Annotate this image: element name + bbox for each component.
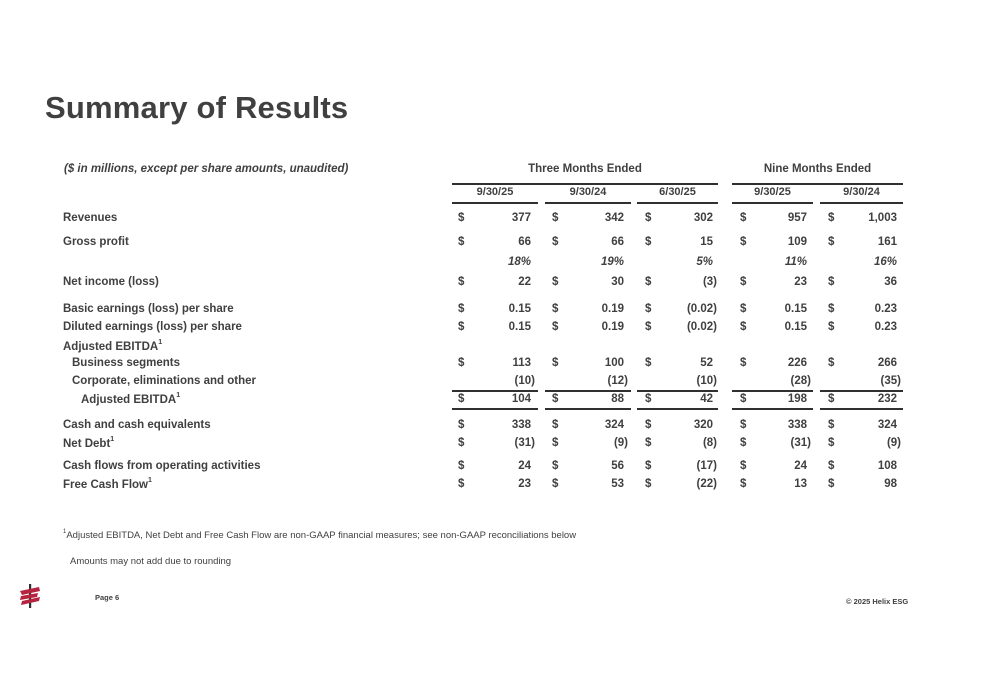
currency-symbol: $ [458, 478, 465, 490]
value-cell: 320 [693, 419, 713, 431]
row-label-text: Net Debt [63, 437, 111, 450]
currency-symbol: $ [828, 460, 835, 472]
margin-cell: 16% [873, 256, 897, 268]
currency-symbol: $ [458, 321, 465, 333]
column-header: 9/30/25 [754, 186, 791, 198]
row-label-text: Cash and cash equivalents [63, 419, 211, 431]
value-cell: 52 [700, 357, 713, 369]
value-cell: 53 [611, 478, 624, 490]
row-label-text: Gross profit [63, 236, 129, 248]
value-cell: (31) [790, 437, 811, 449]
currency-symbol: $ [645, 460, 652, 472]
column-header: 9/30/24 [843, 186, 880, 198]
currency-symbol: $ [552, 236, 559, 248]
currency-symbol: $ [645, 478, 652, 490]
page-number: Page 6 [95, 593, 120, 602]
currency-symbol: $ [828, 393, 835, 405]
currency-symbol: $ [740, 419, 747, 431]
value-cell: 338 [787, 419, 807, 431]
row-label [63, 212, 117, 224]
value-cell: (0.02) [686, 321, 717, 333]
value-cell: (3) [702, 276, 717, 288]
value-cell: 324 [877, 419, 897, 431]
column-header: 9/30/24 [569, 186, 607, 198]
value-cell: 15 [700, 236, 713, 248]
currency-symbol: $ [552, 393, 559, 405]
row-label-text: Business segments [72, 357, 181, 369]
currency-symbol: $ [458, 212, 465, 224]
value-cell: 324 [604, 419, 624, 431]
subtotal-rule [452, 390, 538, 392]
value-cell: 0.15 [784, 321, 807, 333]
currency-symbol: $ [740, 321, 747, 333]
value-cell: 56 [611, 460, 624, 472]
rounding-note: Amounts may not add due to rounding [70, 556, 232, 567]
value-cell: (10) [696, 375, 717, 387]
value-cell: 42 [700, 393, 713, 405]
value-cell: 302 [693, 212, 713, 224]
currency-symbol: $ [740, 303, 747, 315]
row-label [63, 276, 159, 288]
value-cell: 13 [794, 478, 807, 490]
value-cell: 36 [884, 276, 897, 288]
value-cell: (28) [790, 375, 811, 387]
currency-symbol: $ [552, 303, 559, 315]
column-rule [732, 202, 813, 204]
column-header: 6/30/25 [659, 186, 696, 198]
value-cell: 0.15 [784, 303, 807, 315]
value-cell: 0.15 [508, 303, 531, 315]
row-label [63, 321, 242, 333]
row-label-text: Net income (loss) [63, 276, 159, 288]
value-cell: (10) [514, 375, 535, 387]
footnote [63, 530, 576, 541]
value-cell: 0.23 [874, 303, 897, 315]
currency-symbol: $ [740, 478, 747, 490]
value-cell: 342 [604, 212, 624, 224]
currency-symbol: $ [740, 212, 747, 224]
value-cell: 24 [794, 460, 807, 472]
currency-symbol: $ [828, 321, 835, 333]
currency-symbol: $ [645, 419, 652, 431]
row-label [63, 478, 152, 491]
currency-symbol: $ [828, 276, 835, 288]
total-rule [732, 408, 813, 410]
row-label [63, 460, 260, 472]
currency-symbol: $ [740, 460, 747, 472]
value-cell: 0.19 [601, 321, 624, 333]
value-cell: 377 [511, 212, 531, 224]
group-header-three-months: Three Months Ended [528, 163, 642, 175]
copyright: © 2025 Helix ESG [846, 597, 909, 606]
value-cell: 30 [611, 276, 624, 288]
currency-symbol: $ [552, 460, 559, 472]
value-cell: 957 [787, 212, 807, 224]
currency-symbol: $ [552, 478, 559, 490]
currency-symbol: $ [740, 393, 747, 405]
footnote-marker: 1 [63, 529, 67, 535]
total-rule [820, 408, 903, 410]
value-cell: 22 [518, 276, 531, 288]
table-subtitle: ($ in millions, except per share amounts, unaudited) [64, 163, 349, 175]
currency-symbol: $ [458, 357, 465, 369]
value-cell: 23 [794, 276, 807, 288]
value-cell: 66 [611, 236, 624, 248]
row-label-text: Diluted earnings (loss) per share [63, 321, 242, 333]
value-cell: 0.23 [874, 321, 897, 333]
value-cell: (12) [607, 375, 628, 387]
page-title: Summary of Results [45, 90, 349, 125]
value-cell: 338 [511, 419, 531, 431]
currency-symbol: $ [458, 437, 465, 449]
row-label-text: Free Cash Flow [63, 478, 148, 491]
value-cell: (9) [613, 437, 628, 449]
value-cell: 104 [511, 393, 531, 405]
value-cell: 161 [877, 236, 897, 248]
column-rule [820, 202, 903, 204]
currency-symbol: $ [458, 303, 465, 315]
value-cell: 66 [518, 236, 531, 248]
currency-symbol: $ [458, 236, 465, 248]
row-label [63, 419, 211, 431]
value-cell: 226 [787, 357, 807, 369]
footnote-text: Adjusted EBITDA, Net Debt and Free Cash Flow are non-GAAP financial measures; see non-GAAP reconciliations below [66, 530, 577, 542]
value-cell: (35) [880, 375, 901, 387]
currency-symbol: $ [740, 236, 747, 248]
currency-symbol: $ [645, 357, 652, 369]
currency-symbol: $ [828, 357, 835, 369]
column-rule [545, 202, 631, 204]
margin-cell: 19% [600, 256, 624, 268]
currency-symbol: $ [645, 236, 652, 248]
currency-symbol: $ [645, 276, 652, 288]
currency-symbol: $ [552, 357, 559, 369]
total-rule [545, 408, 631, 410]
subtotal-rule [820, 390, 903, 392]
currency-symbol: $ [740, 357, 747, 369]
subtotal-rule [732, 390, 813, 392]
row-label-text: Cash flows from operating activities [63, 460, 261, 472]
footnote-reference: 1 [148, 477, 152, 484]
row-label-text: Revenues [63, 212, 118, 224]
subtotal-rule [637, 390, 718, 392]
helix-signpost-logo-icon [18, 584, 42, 608]
row-label [63, 340, 162, 353]
currency-symbol: $ [458, 460, 465, 472]
currency-symbol: $ [828, 236, 835, 248]
currency-symbol: $ [740, 276, 747, 288]
margin-cell: 11% [784, 256, 807, 268]
currency-symbol: $ [645, 303, 652, 315]
column-rule [637, 202, 718, 204]
subtotal-rule [545, 390, 631, 392]
row-label [81, 393, 180, 406]
row-label [63, 437, 114, 450]
currency-symbol: $ [458, 419, 465, 431]
value-cell: (22) [696, 478, 717, 490]
value-cell: 198 [787, 393, 807, 405]
value-cell: 232 [877, 393, 897, 405]
value-cell: 266 [877, 357, 897, 369]
total-rule [637, 408, 718, 410]
value-cell: (0.02) [686, 303, 717, 315]
value-cell: (17) [696, 460, 717, 472]
footnote-reference: 1 [110, 436, 115, 443]
footnote-reference: 1 [158, 339, 163, 346]
row-label-text: Basic earnings (loss) per share [63, 303, 234, 315]
value-cell: 109 [787, 236, 807, 248]
currency-symbol: $ [552, 212, 559, 224]
value-cell: 0.19 [601, 303, 624, 315]
value-cell: 23 [518, 478, 531, 490]
value-cell: (9) [886, 437, 901, 449]
value-cell: 24 [518, 460, 531, 472]
column-header: 9/30/25 [476, 186, 514, 198]
group-rule-nine-months [732, 183, 903, 185]
currency-symbol: $ [458, 276, 465, 288]
value-cell: 1,003 [868, 212, 897, 224]
value-cell: 0.15 [508, 321, 531, 333]
row-label [63, 303, 234, 315]
currency-symbol: $ [552, 276, 559, 288]
row-label-text: Adjusted EBITDA [63, 340, 159, 353]
value-cell: 88 [611, 393, 624, 405]
footnote-reference: 1 [176, 392, 181, 399]
group-header-nine-months: Nine Months Ended [763, 163, 872, 175]
value-cell: 100 [604, 357, 624, 369]
value-cell: 113 [512, 357, 531, 369]
currency-symbol: $ [645, 393, 652, 405]
currency-symbol: $ [828, 303, 835, 315]
currency-symbol: $ [552, 321, 559, 333]
row-label [63, 236, 129, 248]
row-label-text: Adjusted EBITDA [81, 393, 177, 406]
margin-cell: 5% [696, 256, 713, 268]
currency-symbol: $ [458, 393, 465, 405]
group-rule-three-months [452, 183, 718, 185]
currency-symbol: $ [828, 419, 835, 431]
value-cell: 98 [884, 478, 897, 490]
currency-symbol: $ [645, 321, 652, 333]
currency-symbol: $ [740, 437, 747, 449]
currency-symbol: $ [552, 437, 559, 449]
currency-symbol: $ [552, 419, 559, 431]
currency-symbol: $ [828, 212, 835, 224]
value-cell: 108 [877, 460, 897, 472]
currency-symbol: $ [828, 437, 835, 449]
currency-symbol: $ [645, 437, 652, 449]
margin-cell: 18% [507, 256, 531, 268]
total-rule [452, 408, 538, 410]
row-label [72, 357, 180, 369]
row-label [72, 375, 256, 387]
value-cell: (8) [702, 437, 717, 449]
currency-symbol: $ [645, 212, 652, 224]
value-cell: (31) [514, 437, 535, 449]
currency-symbol: $ [828, 478, 835, 490]
row-label-text: Corporate, eliminations and other [72, 375, 257, 387]
column-rule [452, 202, 538, 204]
